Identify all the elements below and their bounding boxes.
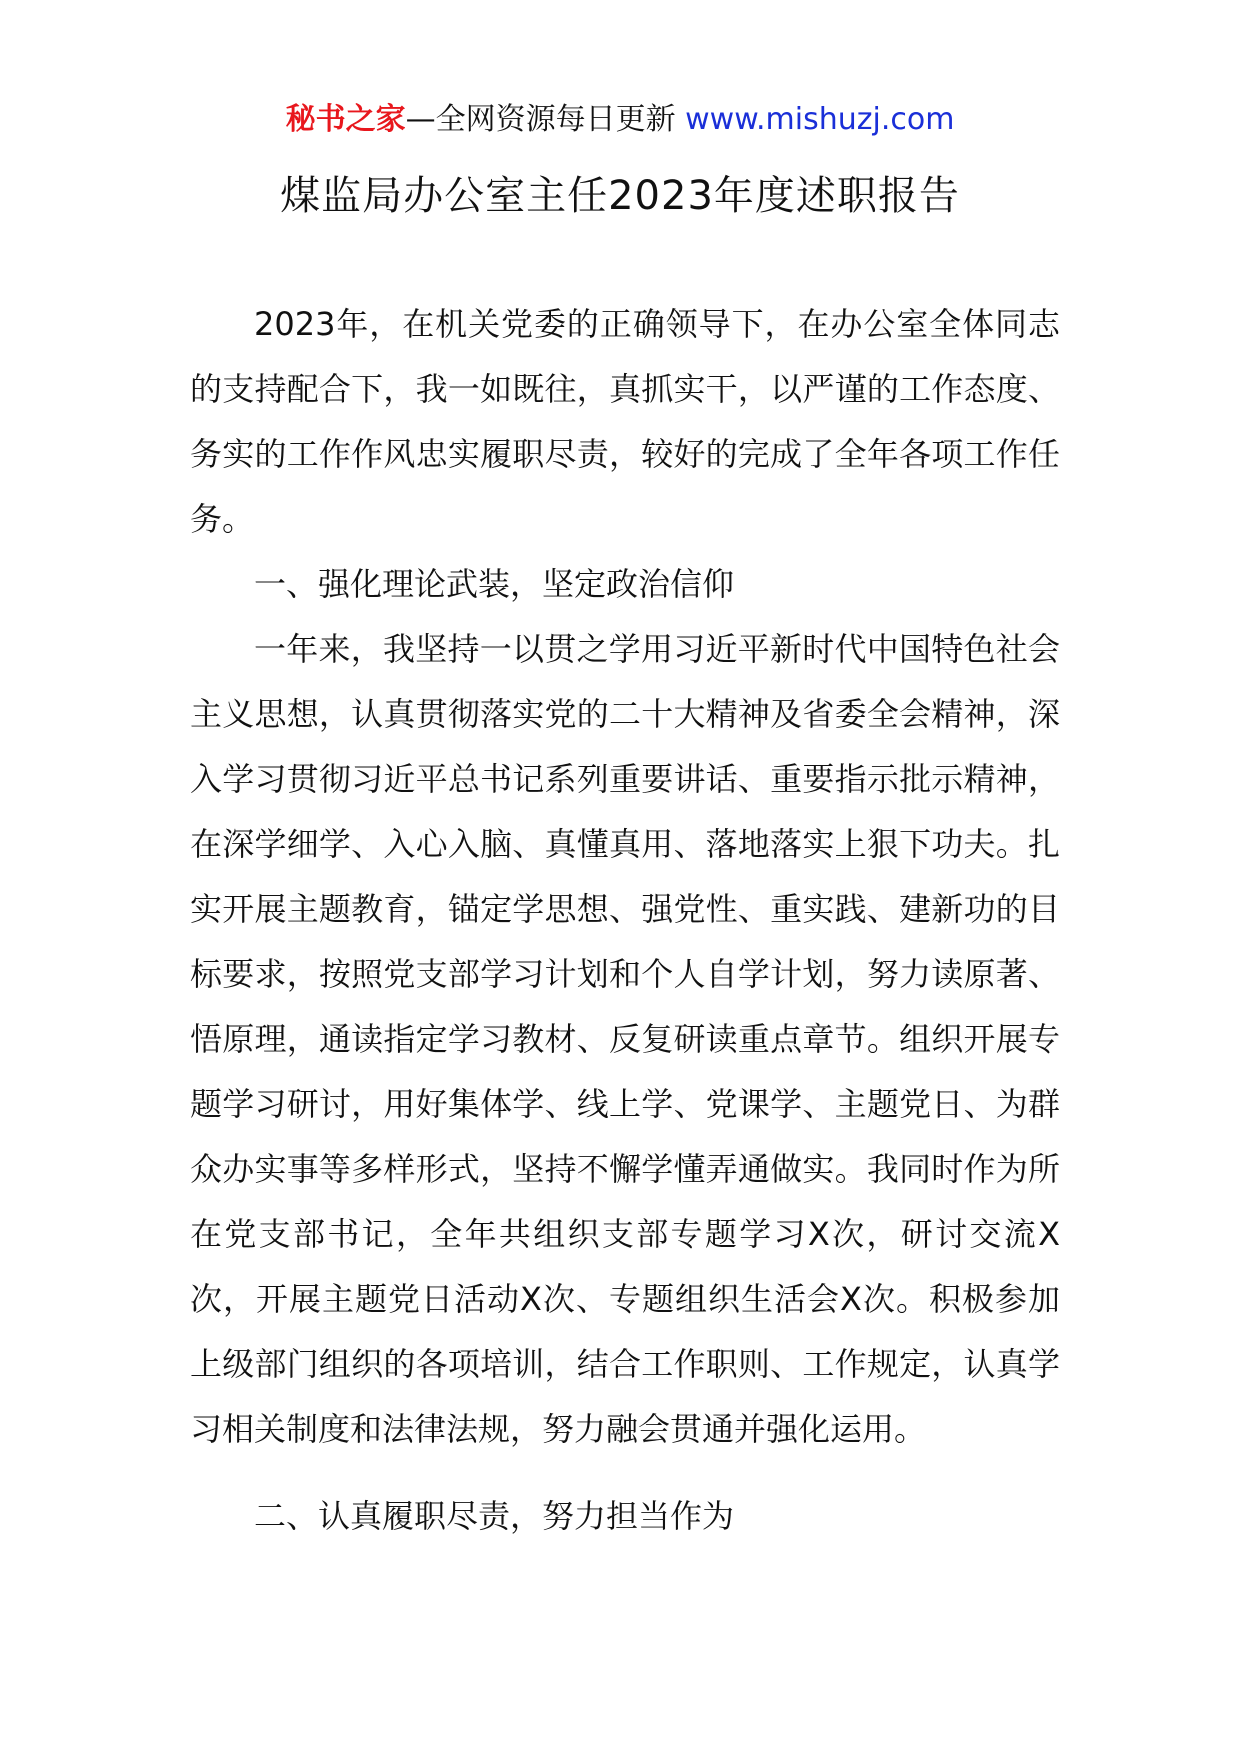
header-tagline: —全网资源每日更新: [405, 102, 676, 137]
section-2-heading: 二、认真履职尽责，努力担当作为: [254, 1497, 735, 1535]
document-title: 煤监局办公室主任2023年度述职报告: [280, 173, 960, 219]
brand-name: 秘书之家: [285, 102, 406, 137]
site-header: [0, 100, 1240, 140]
site-url-link[interactable]: www.mishuzj.com: [685, 102, 955, 137]
section-1-heading: 一、强化理论武装，坚定政治信仰: [254, 565, 735, 603]
section-1-paragraph: 一年来，我坚持一以贯之学用习近平新时代中国特色社会主义思想，认真贯彻落实党的二十大精神及省委全会精神，深入学习贯彻习近平总书记系列重要讲话、重要指示批示精神，在深学细学、入心入脑、真懂真用、落地落实上狠下功夫。扎实开展主题教育，锚定学思想、强党性、重实践、建新功的目标要求，按照党支部学习计划和个人自学计划，努力读原著、悟原理，通读指定学习教材、反复研读重点章节。组织开展专题学习研讨，用好集体学、线上学、党课学、主题党日、为群众办实事等多样形式，坚持不懈学懂弄通做实。我同时作为所在党支部书记，全年共组织支部专题学习X次，研讨交流X次，开展主题党日活动X次、专题组织生活会X次。积极参加上级部门组织的各项培训，结合工作职则、工作规定，认真学习相关制度和法律法规，努力融会贯通并强化运用。: [190, 630, 1060, 1448]
document-body: [190, 292, 1060, 1549]
intro-paragraph: 2023年，在机关党委的正确领导下，在办公室全体同志的支持配合下，我一如既往，真抓实干，以严谨的工作态度、务实的工作作风忠实履职尽责，较好的完成了全年各项工作任务。: [190, 305, 1060, 538]
